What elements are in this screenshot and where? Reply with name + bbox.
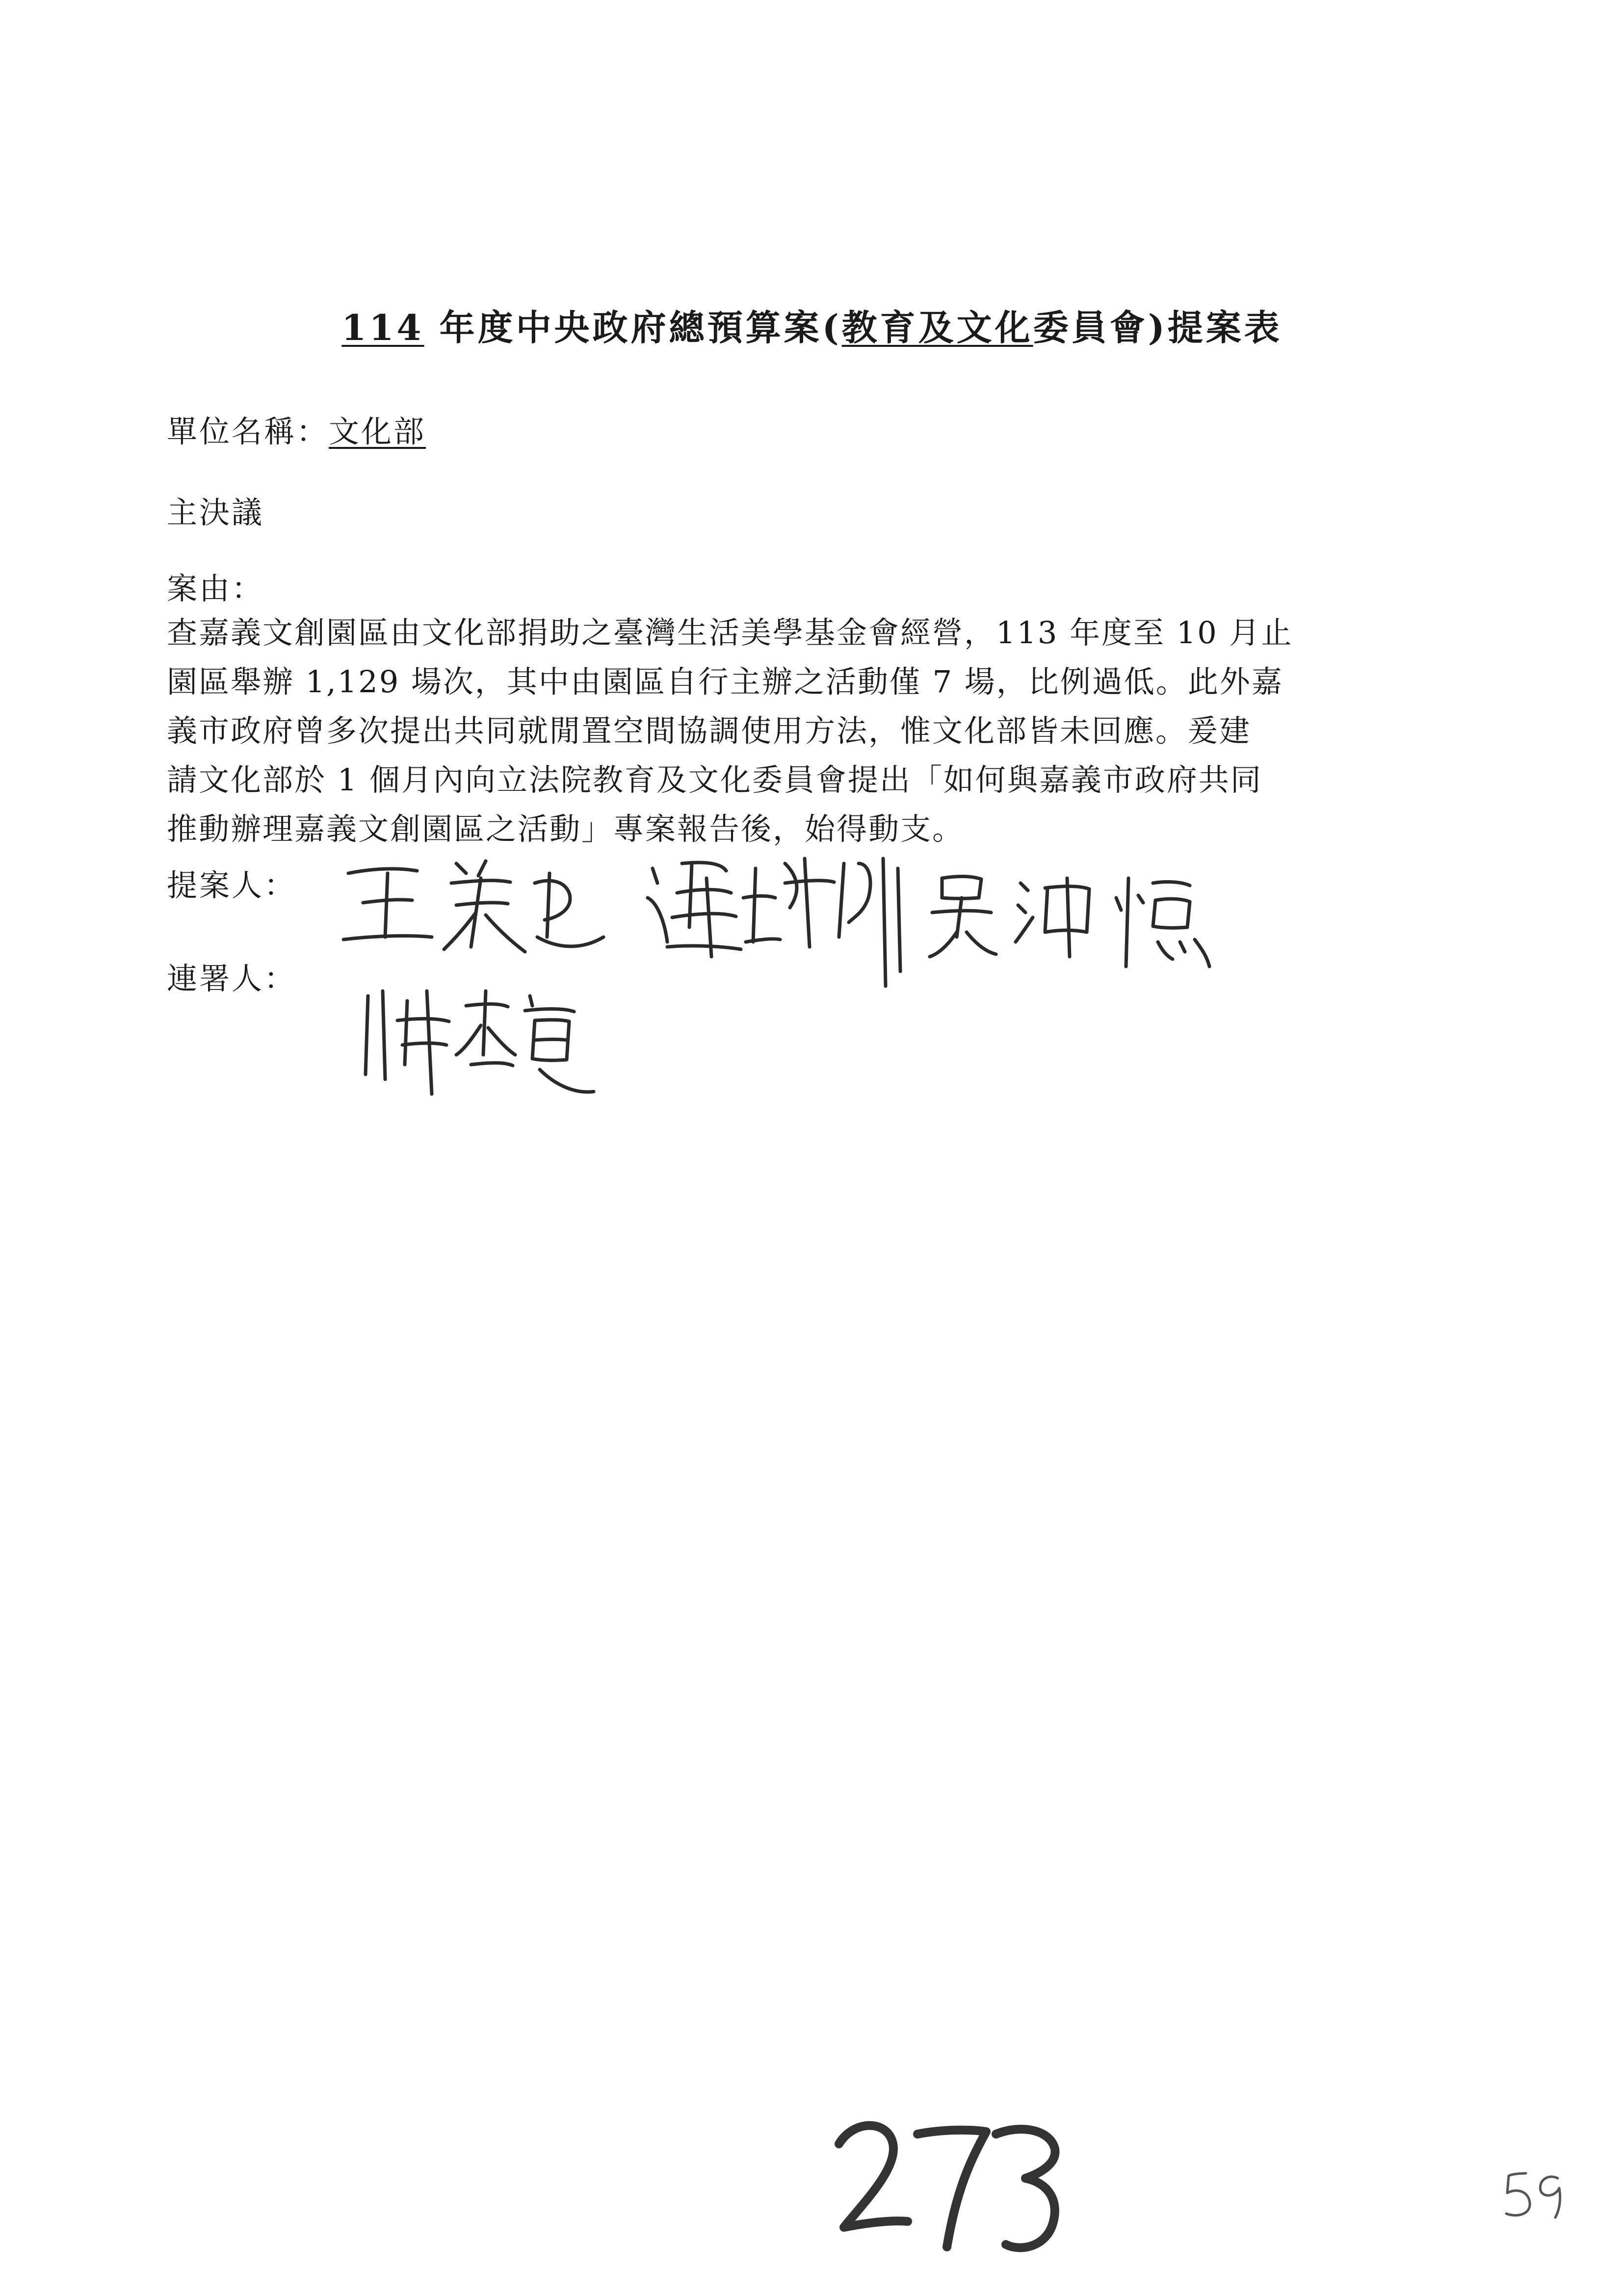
handwritten-page-number bbox=[824, 2105, 1079, 2262]
title-year: 114 bbox=[341, 307, 424, 348]
title-committee: 教育及文化 bbox=[841, 307, 1033, 348]
reason-line: 義市政府曾多次提出共同就閒置空間協調使用方法，惟文化部皆未回應。爰建 bbox=[167, 713, 1252, 749]
reason-line: 查嘉義文創園區由文化部捐助之臺灣生活美學基金會經營，113 年度至 10 月止 bbox=[167, 615, 1293, 651]
proposer-label: 提案人： bbox=[167, 867, 297, 903]
unit-label: 單位名稱： bbox=[167, 414, 329, 449]
signature-chen-hsiu-pao bbox=[358, 976, 613, 1104]
signature-chen-pei-yu bbox=[638, 849, 913, 996]
page-number bbox=[1501, 2168, 1570, 2222]
main-resolution: 主決議 bbox=[167, 495, 264, 530]
document-title bbox=[0, 299, 1624, 350]
reason-label: 案由： bbox=[167, 571, 264, 606]
title-middle: 年度中央政府總預算案( bbox=[424, 307, 842, 348]
reason-line: 推動辦理嘉義文創園區之活動」專案報告後，始得動支。 bbox=[167, 811, 965, 847]
signature-wang-mei-hui bbox=[339, 854, 613, 962]
title-tail: 委員會)提案表 bbox=[1033, 307, 1283, 348]
reason-body bbox=[167, 608, 1492, 854]
cosigner-label: 連署人： bbox=[167, 961, 297, 996]
reason-line: 請文化部於 1 個月內向立法院教育及文化委員會提出「如何與嘉義市政府共同 bbox=[167, 762, 1262, 798]
unit-value: 文化部 bbox=[329, 414, 426, 449]
signature-wu-pei-yi bbox=[922, 868, 1217, 986]
unit-line bbox=[167, 407, 426, 451]
reason-line: 園區舉辦 1,129 場次，其中由園區自行主辦之活動僅 7 場，比例過低。此外嘉 bbox=[167, 664, 1283, 700]
